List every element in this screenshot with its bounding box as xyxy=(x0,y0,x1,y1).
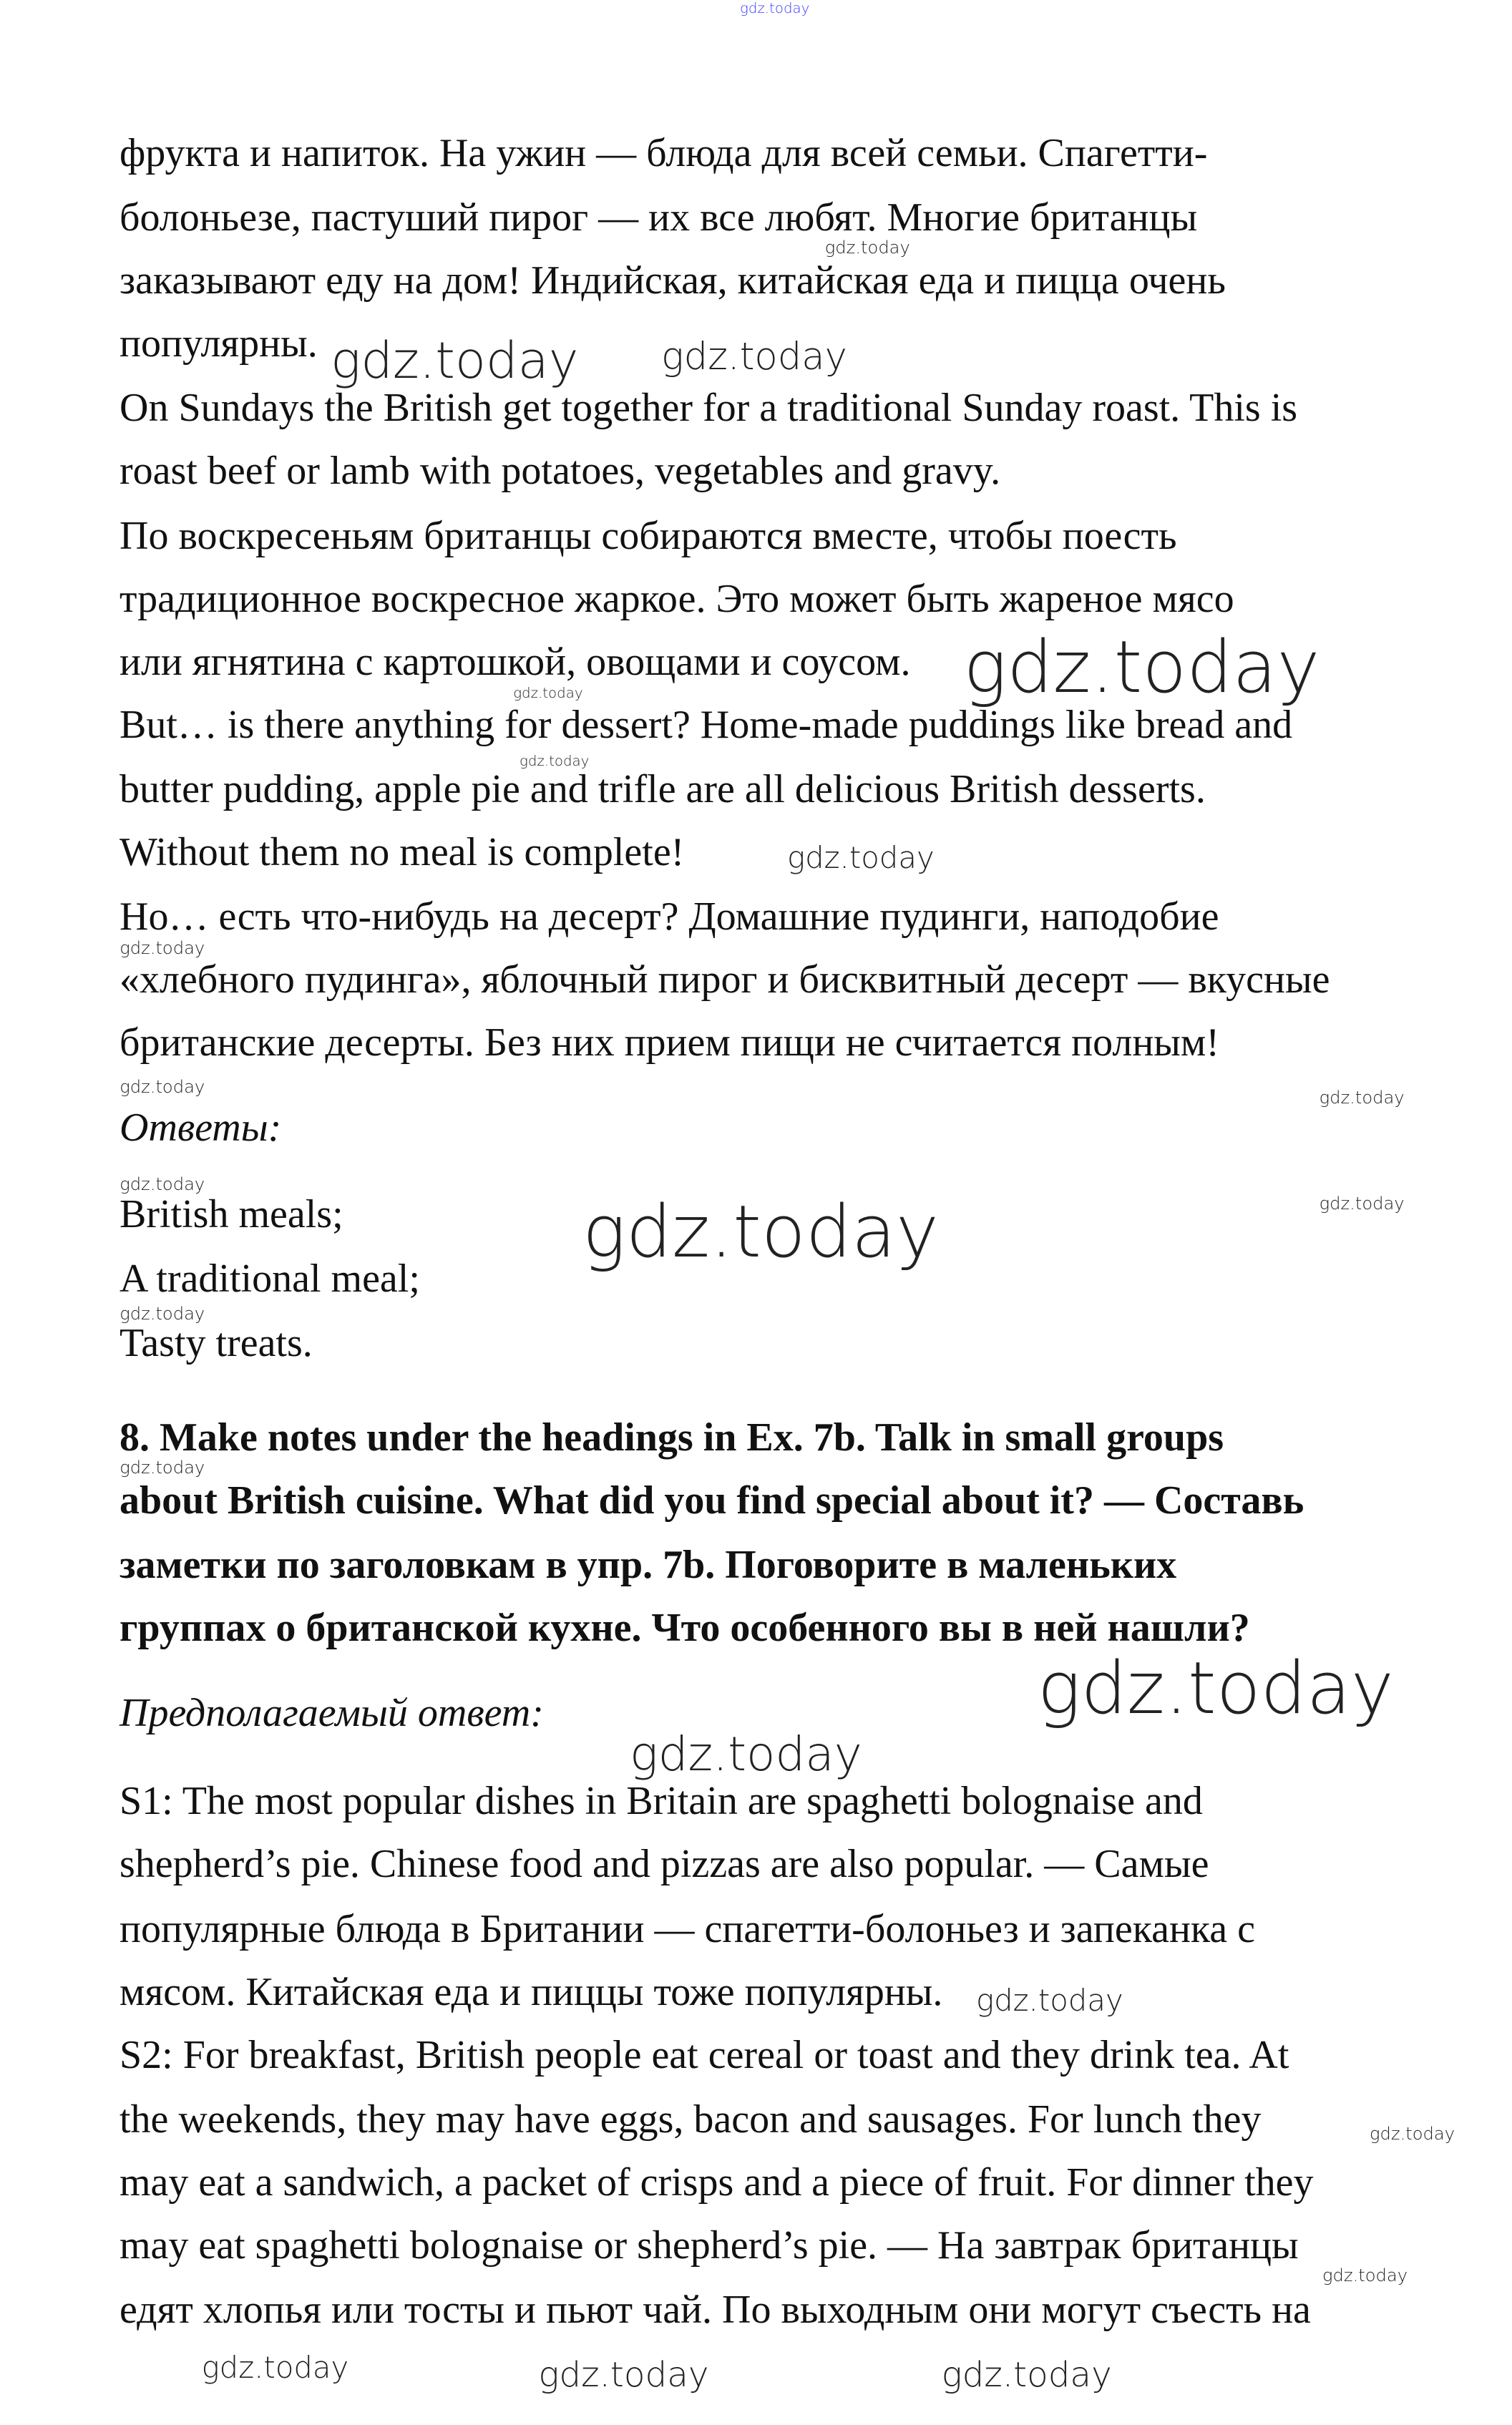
text-line: популярные блюда в Британии — спагетти-болоньез и запеканка с xyxy=(120,1906,1255,1951)
exercise-heading: группах о британской кухне. Что особенного вы в ней нашли? xyxy=(120,1606,1250,1651)
watermark: gdz.today xyxy=(787,840,935,876)
text-line: On Sundays the British get together for a traditional Sunday roast. This is xyxy=(120,386,1298,431)
watermark: gdz.today xyxy=(1319,1088,1405,1108)
watermark: gdz.today xyxy=(976,1983,1123,2019)
answer-heading: Ответы: xyxy=(120,1105,282,1150)
watermark: gdz.today xyxy=(513,685,583,702)
text-line: may eat a sandwich, a packet of crisps and a piece of fruit. For dinner they xyxy=(120,2160,1314,2205)
watermark: gdz.today xyxy=(1322,2265,1408,2285)
exercise-heading: 8. Make notes under the headings in Ex. 7b. Talk in small groups xyxy=(120,1415,1224,1460)
watermark: gdz.today xyxy=(1319,1193,1405,1214)
text-line: butter pudding, apple pie and trifle are all delicious British desserts. xyxy=(120,766,1206,811)
watermark: gdz.today xyxy=(120,1303,205,1324)
watermark: gdz.today xyxy=(582,1189,939,1274)
watermark: gdz.today xyxy=(120,1076,205,1097)
text-line: болоньезе, пастуший пирог — их все любят. Многие британцы xyxy=(120,195,1198,240)
answer-heading: Предполагаемый ответ: xyxy=(120,1691,544,1736)
text-line: «хлебного пудинга», яблочный пирог и бисквитный десерт — вкусные xyxy=(120,957,1330,1002)
watermark: gdz.today xyxy=(1037,1646,1394,1731)
text-line: A traditional meal; xyxy=(120,1257,420,1301)
text-line: заказывают еду на дом! Индийская, китайская еда и пицца очень xyxy=(120,258,1226,303)
text-line: британские десерты. Без них прием пищи не считается полным! xyxy=(120,1020,1220,1065)
watermark: gdz.today xyxy=(331,331,579,391)
watermark: gdz.today xyxy=(120,938,205,959)
text-line: shepherd’s pie. Chinese food and pizzas are also popular. — Самые xyxy=(120,1842,1209,1887)
watermark: gdz.today xyxy=(824,238,910,258)
text-line: S2: For breakfast, British people eat cereal or toast and they drink tea. At xyxy=(120,2032,1289,2077)
text-line: популярны. xyxy=(120,321,318,366)
text-line: По воскресеньям британцы собираются вместе, чтобы поесть xyxy=(120,513,1177,558)
watermark: gdz.today xyxy=(1370,2123,1455,2144)
text-line: фрукта и напиток. На ужин — блюда для всей семьи. Спагетти- xyxy=(120,131,1208,175)
watermark: gdz.today xyxy=(941,2355,1112,2396)
watermark: gdz.today xyxy=(740,0,810,17)
text-line: Tasty treats. xyxy=(120,1321,313,1366)
text-line: традиционное воскресное жаркое. Это может быть жареное мясо xyxy=(120,576,1234,621)
text-line: the weekends, they may have eggs, bacon and sausages. For lunch they xyxy=(120,2097,1262,2142)
text-line: may eat spaghetti bolognaise or shepherd’s pie. — На завтрак британцы xyxy=(120,2222,1299,2268)
exercise-heading: about British cuisine. What did you find special about it? — Составь xyxy=(120,1478,1304,1523)
text-line: мясом. Китайская еда и пиццы тоже популярны. xyxy=(120,1969,943,2014)
watermark: gdz.today xyxy=(538,2355,709,2396)
text-line: Но… есть что-нибудь на десерт? Домашние пудинги, наподобие xyxy=(120,894,1219,939)
text-line: S1: The most popular dishes in Britain are spaghetti bolognaise and xyxy=(120,1779,1203,1824)
text-line: But… is there anything for dessert? Home-made puddings like bread and xyxy=(120,702,1293,747)
exercise-heading: заметки по заголовкам в упр. 7b. Поговорите в маленьких xyxy=(120,1543,1177,1588)
text-line: roast beef or lamb with potatoes, vegetables and gravy. xyxy=(120,449,1001,494)
watermark: gdz.today xyxy=(120,1458,205,1478)
watermark: gdz.today xyxy=(201,2350,349,2385)
text-line: едят хлопья или тосты и пьют чай. По выходным они могут съесть на xyxy=(120,2288,1311,2332)
watermark: gdz.today xyxy=(630,1726,862,1782)
text-line: British meals; xyxy=(120,1191,343,1236)
text-line: Without them no meal is complete! xyxy=(120,829,685,874)
watermark: gdz.today xyxy=(963,624,1320,709)
watermark: gdz.today xyxy=(120,1174,205,1195)
watermark: gdz.today xyxy=(661,334,847,379)
watermark: gdz.today xyxy=(520,752,590,769)
text-line: или ягнятина с картошкой, овощами и соусом. xyxy=(120,639,911,684)
